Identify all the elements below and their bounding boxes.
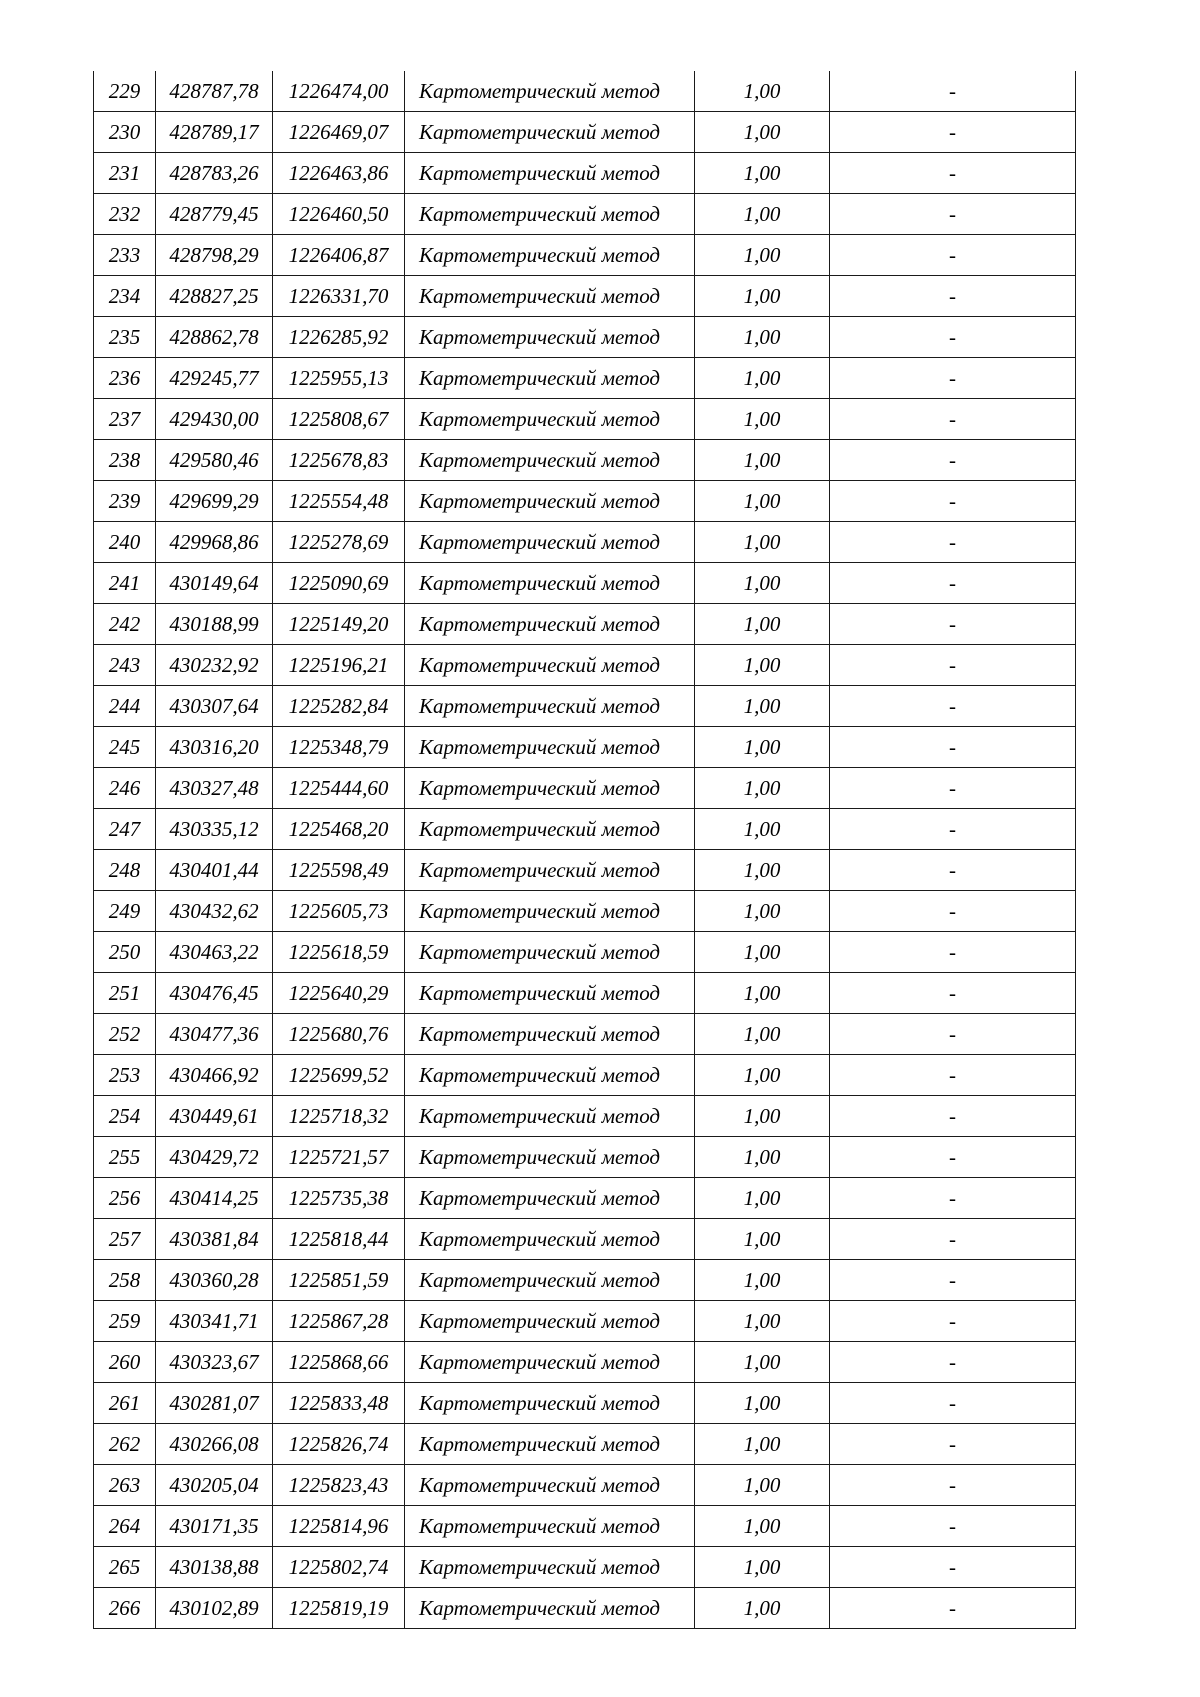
table-row [94, 645, 1076, 686]
y-coordinate-cell: 1225348,79 [273, 727, 405, 768]
accuracy-cell: 1,00 [695, 235, 830, 276]
method-cell: Картометрический метод [405, 71, 695, 112]
x-coordinate-cell: 429968,86 [156, 522, 273, 563]
accuracy-cell: 1,00 [695, 1219, 830, 1260]
y-coordinate-cell: 1225867,28 [273, 1301, 405, 1342]
x-coordinate-cell: 429580,46 [156, 440, 273, 481]
table-row [94, 1424, 1076, 1465]
note-cell: - [830, 399, 1076, 440]
note-cell: - [830, 809, 1076, 850]
point-number-cell: 262 [94, 1424, 156, 1465]
accuracy-cell: 1,00 [695, 1506, 830, 1547]
accuracy-cell: 1,00 [695, 317, 830, 358]
accuracy-cell: 1,00 [695, 809, 830, 850]
note-cell: - [830, 1506, 1076, 1547]
accuracy-cell: 1,00 [695, 1014, 830, 1055]
accuracy-cell: 1,00 [695, 1547, 830, 1588]
accuracy-cell: 1,00 [695, 1588, 830, 1629]
x-coordinate-cell: 430316,20 [156, 727, 273, 768]
method-cell: Картометрический метод [405, 973, 695, 1014]
method-cell: Картометрический метод [405, 1178, 695, 1219]
x-coordinate-cell: 430449,61 [156, 1096, 273, 1137]
note-cell: - [830, 481, 1076, 522]
y-coordinate-cell: 1225678,83 [273, 440, 405, 481]
x-coordinate-cell: 430323,67 [156, 1342, 273, 1383]
accuracy-cell: 1,00 [695, 727, 830, 768]
y-coordinate-cell: 1225554,48 [273, 481, 405, 522]
method-cell: Картометрический метод [405, 112, 695, 153]
note-cell: - [830, 932, 1076, 973]
table-row [94, 1260, 1076, 1301]
point-number-cell: 247 [94, 809, 156, 850]
note-cell: - [830, 1342, 1076, 1383]
point-number-cell: 252 [94, 1014, 156, 1055]
y-coordinate-cell: 1225868,66 [273, 1342, 405, 1383]
point-number-cell: 255 [94, 1137, 156, 1178]
table-row [94, 358, 1076, 399]
note-cell: - [830, 358, 1076, 399]
point-number-cell: 245 [94, 727, 156, 768]
accuracy-cell: 1,00 [695, 850, 830, 891]
table-row [94, 481, 1076, 522]
note-cell: - [830, 604, 1076, 645]
table-row [94, 1301, 1076, 1342]
accuracy-cell: 1,00 [695, 1096, 830, 1137]
x-coordinate-cell: 430432,62 [156, 891, 273, 932]
accuracy-cell: 1,00 [695, 1137, 830, 1178]
method-cell: Картометрический метод [405, 399, 695, 440]
method-cell: Картометрический метод [405, 1137, 695, 1178]
x-coordinate-cell: 430307,64 [156, 686, 273, 727]
x-coordinate-cell: 428779,45 [156, 194, 273, 235]
x-coordinate-cell: 428862,78 [156, 317, 273, 358]
point-number-cell: 261 [94, 1383, 156, 1424]
accuracy-cell: 1,00 [695, 686, 830, 727]
y-coordinate-cell: 1225808,67 [273, 399, 405, 440]
method-cell: Картометрический метод [405, 727, 695, 768]
note-cell: - [830, 1014, 1076, 1055]
method-cell: Картометрический метод [405, 850, 695, 891]
y-coordinate-cell: 1226331,70 [273, 276, 405, 317]
method-cell: Картометрический метод [405, 1260, 695, 1301]
note-cell: - [830, 563, 1076, 604]
x-coordinate-cell: 428789,17 [156, 112, 273, 153]
point-number-cell: 236 [94, 358, 156, 399]
note-cell: - [830, 973, 1076, 1014]
accuracy-cell: 1,00 [695, 112, 830, 153]
y-coordinate-cell: 1225819,19 [273, 1588, 405, 1629]
table-row [94, 317, 1076, 358]
x-coordinate-cell: 430476,45 [156, 973, 273, 1014]
table-row [94, 71, 1076, 112]
table-row [94, 809, 1076, 850]
y-coordinate-cell: 1226474,00 [273, 71, 405, 112]
point-number-cell: 258 [94, 1260, 156, 1301]
accuracy-cell: 1,00 [695, 440, 830, 481]
y-coordinate-cell: 1225826,74 [273, 1424, 405, 1465]
y-coordinate-cell: 1225282,84 [273, 686, 405, 727]
accuracy-cell: 1,00 [695, 1383, 830, 1424]
point-number-cell: 253 [94, 1055, 156, 1096]
y-coordinate-cell: 1225833,48 [273, 1383, 405, 1424]
y-coordinate-cell: 1226285,92 [273, 317, 405, 358]
x-coordinate-cell: 430401,44 [156, 850, 273, 891]
coordinates-table-body [94, 71, 1076, 1629]
y-coordinate-cell: 1225814,96 [273, 1506, 405, 1547]
y-coordinate-cell: 1225598,49 [273, 850, 405, 891]
x-coordinate-cell: 430463,22 [156, 932, 273, 973]
x-coordinate-cell: 430466,92 [156, 1055, 273, 1096]
x-coordinate-cell: 430266,08 [156, 1424, 273, 1465]
y-coordinate-cell: 1225802,74 [273, 1547, 405, 1588]
note-cell: - [830, 1260, 1076, 1301]
x-coordinate-cell: 430171,35 [156, 1506, 273, 1547]
method-cell: Картометрический метод [405, 645, 695, 686]
accuracy-cell: 1,00 [695, 973, 830, 1014]
note-cell: - [830, 686, 1076, 727]
y-coordinate-cell: 1225721,57 [273, 1137, 405, 1178]
table-row [94, 1014, 1076, 1055]
point-number-cell: 263 [94, 1465, 156, 1506]
point-number-cell: 260 [94, 1342, 156, 1383]
x-coordinate-cell: 430381,84 [156, 1219, 273, 1260]
point-number-cell: 243 [94, 645, 156, 686]
accuracy-cell: 1,00 [695, 358, 830, 399]
method-cell: Картометрический метод [405, 1219, 695, 1260]
accuracy-cell: 1,00 [695, 645, 830, 686]
method-cell: Картометрический метод [405, 235, 695, 276]
point-number-cell: 254 [94, 1096, 156, 1137]
note-cell: - [830, 850, 1076, 891]
x-coordinate-cell: 429699,29 [156, 481, 273, 522]
point-number-cell: 229 [94, 71, 156, 112]
note-cell: - [830, 522, 1076, 563]
table-row [94, 1383, 1076, 1424]
table-row [94, 235, 1076, 276]
accuracy-cell: 1,00 [695, 1178, 830, 1219]
x-coordinate-cell: 430429,72 [156, 1137, 273, 1178]
method-cell: Картометрический метод [405, 1342, 695, 1383]
x-coordinate-cell: 430335,12 [156, 809, 273, 850]
note-cell: - [830, 235, 1076, 276]
accuracy-cell: 1,00 [695, 563, 830, 604]
table-row [94, 932, 1076, 973]
y-coordinate-cell: 1225699,52 [273, 1055, 405, 1096]
table-row [94, 276, 1076, 317]
table-row [94, 1547, 1076, 1588]
table-row [94, 1588, 1076, 1629]
point-number-cell: 248 [94, 850, 156, 891]
y-coordinate-cell: 1225468,20 [273, 809, 405, 850]
accuracy-cell: 1,00 [695, 194, 830, 235]
accuracy-cell: 1,00 [695, 153, 830, 194]
x-coordinate-cell: 430205,04 [156, 1465, 273, 1506]
method-cell: Картометрический метод [405, 932, 695, 973]
table-row [94, 891, 1076, 932]
y-coordinate-cell: 1225955,13 [273, 358, 405, 399]
table-row [94, 727, 1076, 768]
table-row [94, 1137, 1076, 1178]
method-cell: Картометрический метод [405, 563, 695, 604]
note-cell: - [830, 1301, 1076, 1342]
note-cell: - [830, 1424, 1076, 1465]
method-cell: Картометрический метод [405, 194, 695, 235]
accuracy-cell: 1,00 [695, 1465, 830, 1506]
method-cell: Картометрический метод [405, 1506, 695, 1547]
point-number-cell: 256 [94, 1178, 156, 1219]
x-coordinate-cell: 430149,64 [156, 563, 273, 604]
note-cell: - [830, 317, 1076, 358]
method-cell: Картометрический метод [405, 153, 695, 194]
y-coordinate-cell: 1225735,38 [273, 1178, 405, 1219]
x-coordinate-cell: 430281,07 [156, 1383, 273, 1424]
note-cell: - [830, 440, 1076, 481]
point-number-cell: 257 [94, 1219, 156, 1260]
method-cell: Картометрический метод [405, 604, 695, 645]
y-coordinate-cell: 1226406,87 [273, 235, 405, 276]
note-cell: - [830, 1588, 1076, 1629]
x-coordinate-cell: 430360,28 [156, 1260, 273, 1301]
accuracy-cell: 1,00 [695, 522, 830, 563]
table-row [94, 686, 1076, 727]
note-cell: - [830, 1096, 1076, 1137]
method-cell: Картометрический метод [405, 768, 695, 809]
x-coordinate-cell: 428798,29 [156, 235, 273, 276]
method-cell: Картометрический метод [405, 1055, 695, 1096]
accuracy-cell: 1,00 [695, 481, 830, 522]
y-coordinate-cell: 1225196,21 [273, 645, 405, 686]
point-number-cell: 234 [94, 276, 156, 317]
method-cell: Картометрический метод [405, 1383, 695, 1424]
accuracy-cell: 1,00 [695, 71, 830, 112]
method-cell: Картометрический метод [405, 440, 695, 481]
point-number-cell: 230 [94, 112, 156, 153]
method-cell: Картометрический метод [405, 276, 695, 317]
point-number-cell: 237 [94, 399, 156, 440]
note-cell: - [830, 1219, 1076, 1260]
point-number-cell: 244 [94, 686, 156, 727]
table-row [94, 153, 1076, 194]
table-row [94, 522, 1076, 563]
note-cell: - [830, 71, 1076, 112]
y-coordinate-cell: 1225605,73 [273, 891, 405, 932]
table-row [94, 1055, 1076, 1096]
table-row [94, 1178, 1076, 1219]
x-coordinate-cell: 430102,89 [156, 1588, 273, 1629]
accuracy-cell: 1,00 [695, 1301, 830, 1342]
point-number-cell: 240 [94, 522, 156, 563]
point-number-cell: 251 [94, 973, 156, 1014]
note-cell: - [830, 1178, 1076, 1219]
method-cell: Картометрический метод [405, 1301, 695, 1342]
accuracy-cell: 1,00 [695, 1055, 830, 1096]
accuracy-cell: 1,00 [695, 768, 830, 809]
note-cell: - [830, 1465, 1076, 1506]
accuracy-cell: 1,00 [695, 276, 830, 317]
note-cell: - [830, 768, 1076, 809]
note-cell: - [830, 645, 1076, 686]
table-row [94, 1219, 1076, 1260]
method-cell: Картометрический метод [405, 891, 695, 932]
method-cell: Картометрический метод [405, 1014, 695, 1055]
method-cell: Картометрический метод [405, 358, 695, 399]
point-number-cell: 259 [94, 1301, 156, 1342]
note-cell: - [830, 276, 1076, 317]
point-number-cell: 232 [94, 194, 156, 235]
x-coordinate-cell: 430232,92 [156, 645, 273, 686]
y-coordinate-cell: 1225090,69 [273, 563, 405, 604]
point-number-cell: 246 [94, 768, 156, 809]
method-cell: Картометрический метод [405, 1588, 695, 1629]
table-row [94, 768, 1076, 809]
note-cell: - [830, 153, 1076, 194]
y-coordinate-cell: 1225818,44 [273, 1219, 405, 1260]
point-number-cell: 250 [94, 932, 156, 973]
accuracy-cell: 1,00 [695, 1424, 830, 1465]
y-coordinate-cell: 1225444,60 [273, 768, 405, 809]
method-cell: Картометрический метод [405, 809, 695, 850]
table-row [94, 563, 1076, 604]
method-cell: Картометрический метод [405, 317, 695, 358]
y-coordinate-cell: 1225823,43 [273, 1465, 405, 1506]
point-number-cell: 235 [94, 317, 156, 358]
point-number-cell: 264 [94, 1506, 156, 1547]
method-cell: Картометрический метод [405, 1547, 695, 1588]
point-number-cell: 233 [94, 235, 156, 276]
accuracy-cell: 1,00 [695, 399, 830, 440]
accuracy-cell: 1,00 [695, 932, 830, 973]
table-row [94, 1506, 1076, 1547]
note-cell: - [830, 1383, 1076, 1424]
method-cell: Картометрический метод [405, 522, 695, 563]
method-cell: Картометрический метод [405, 686, 695, 727]
method-cell: Картометрический метод [405, 1096, 695, 1137]
table-row [94, 399, 1076, 440]
table-row [94, 440, 1076, 481]
accuracy-cell: 1,00 [695, 891, 830, 932]
x-coordinate-cell: 430414,25 [156, 1178, 273, 1219]
note-cell: - [830, 112, 1076, 153]
x-coordinate-cell: 430477,36 [156, 1014, 273, 1055]
method-cell: Картометрический метод [405, 1465, 695, 1506]
accuracy-cell: 1,00 [695, 604, 830, 645]
method-cell: Картометрический метод [405, 1424, 695, 1465]
x-coordinate-cell: 429245,77 [156, 358, 273, 399]
table-row [94, 194, 1076, 235]
accuracy-cell: 1,00 [695, 1342, 830, 1383]
note-cell: - [830, 1547, 1076, 1588]
y-coordinate-cell: 1225278,69 [273, 522, 405, 563]
y-coordinate-cell: 1226460,50 [273, 194, 405, 235]
coordinates-table [93, 71, 1076, 1629]
point-number-cell: 241 [94, 563, 156, 604]
x-coordinate-cell: 428787,78 [156, 71, 273, 112]
point-number-cell: 249 [94, 891, 156, 932]
y-coordinate-cell: 1225680,76 [273, 1014, 405, 1055]
table-row [94, 850, 1076, 891]
table-row [94, 1465, 1076, 1506]
point-number-cell: 266 [94, 1588, 156, 1629]
accuracy-cell: 1,00 [695, 1260, 830, 1301]
y-coordinate-cell: 1225618,59 [273, 932, 405, 973]
x-coordinate-cell: 428783,26 [156, 153, 273, 194]
method-cell: Картометрический метод [405, 481, 695, 522]
x-coordinate-cell: 430138,88 [156, 1547, 273, 1588]
y-coordinate-cell: 1225149,20 [273, 604, 405, 645]
x-coordinate-cell: 430341,71 [156, 1301, 273, 1342]
note-cell: - [830, 1055, 1076, 1096]
note-cell: - [830, 1137, 1076, 1178]
point-number-cell: 231 [94, 153, 156, 194]
x-coordinate-cell: 430327,48 [156, 768, 273, 809]
point-number-cell: 238 [94, 440, 156, 481]
y-coordinate-cell: 1225640,29 [273, 973, 405, 1014]
point-number-cell: 265 [94, 1547, 156, 1588]
y-coordinate-cell: 1225718,32 [273, 1096, 405, 1137]
y-coordinate-cell: 1226469,07 [273, 112, 405, 153]
note-cell: - [830, 891, 1076, 932]
y-coordinate-cell: 1225851,59 [273, 1260, 405, 1301]
point-number-cell: 239 [94, 481, 156, 522]
table-row [94, 973, 1076, 1014]
x-coordinate-cell: 429430,00 [156, 399, 273, 440]
point-number-cell: 242 [94, 604, 156, 645]
table-row [94, 1342, 1076, 1383]
note-cell: - [830, 727, 1076, 768]
note-cell: - [830, 194, 1076, 235]
table-row [94, 1096, 1076, 1137]
x-coordinate-cell: 428827,25 [156, 276, 273, 317]
table-row [94, 112, 1076, 153]
table-row [94, 604, 1076, 645]
y-coordinate-cell: 1226463,86 [273, 153, 405, 194]
x-coordinate-cell: 430188,99 [156, 604, 273, 645]
